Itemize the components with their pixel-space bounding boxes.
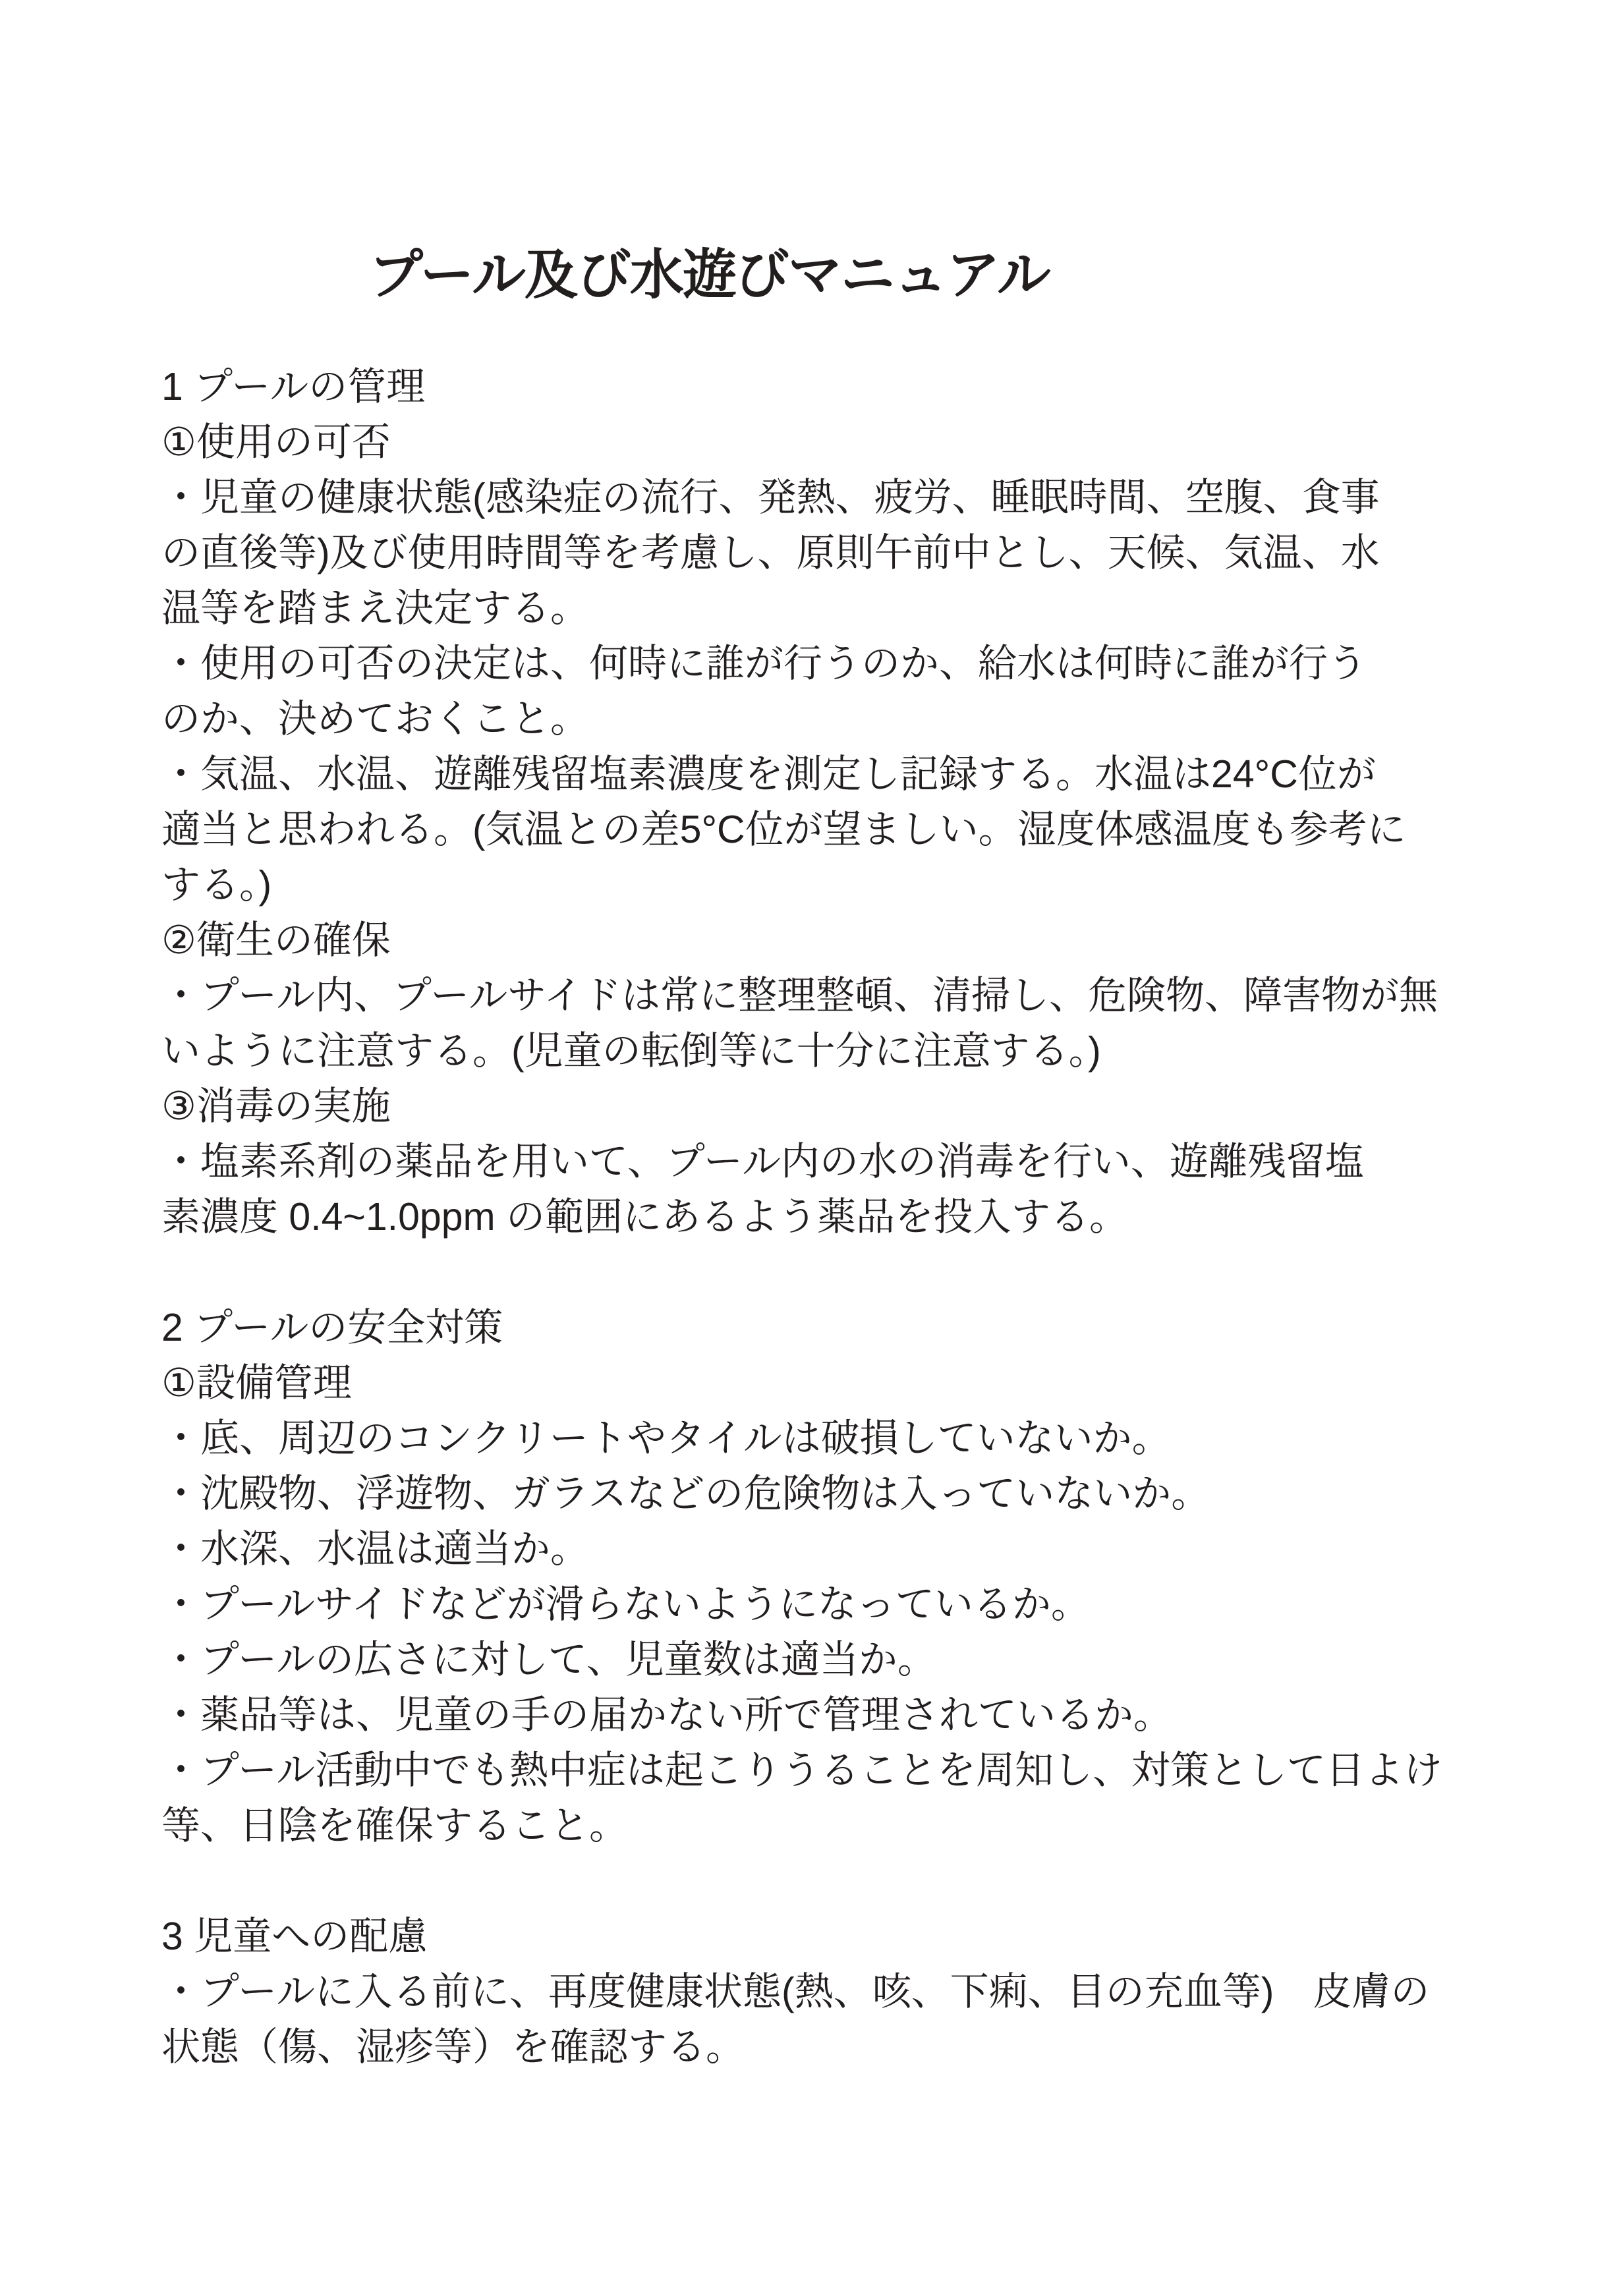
text-line: いように注意する。(児童の転倒等に十分に注意する。) bbox=[161, 1029, 1101, 1073]
text-line: 1 プールの管理 bbox=[161, 365, 426, 408]
text-line: 3 児童への配慮 bbox=[161, 1915, 428, 1958]
text-line: ・プールに入る前に、再度健康状態(熱、咳、下痢、目の充血等) 皮膚の bbox=[161, 1970, 1430, 2013]
text-line: 状態（傷、湿疹等）を確認する。 bbox=[161, 2025, 745, 2069]
text-line: ・薬品等は、児童の手の届かない所で管理されているか。 bbox=[161, 1693, 1173, 1737]
text-line: ・プール活動中でも熱中症は起こりうることを周知し、対策として日よけ bbox=[161, 1749, 1443, 1792]
text-line: ・底、周辺のコンクリートやタイルは破損していないか。 bbox=[161, 1416, 1171, 1460]
text-line: 素濃度 0.4~1.0ppm の範囲にあるよう薬品を投入する。 bbox=[161, 1195, 1129, 1239]
text-line: ③消毒の実施 bbox=[161, 1084, 391, 1128]
text-line: 温等を踏まえ決定する。 bbox=[161, 586, 590, 630]
text-line: ①使用の可否 bbox=[161, 420, 391, 464]
document-body bbox=[161, 359, 1479, 2075]
text-line: ・沈殿物、浮遊物、ガラスなどの危険物は入っていないか。 bbox=[161, 1472, 1210, 1515]
text-line: ・プールサイドなどが滑らないようになっているか。 bbox=[161, 1582, 1090, 1626]
document-title: プール及び水遊びマニュアル bbox=[369, 245, 1050, 305]
text-line: する。) bbox=[161, 863, 272, 907]
document-section-pool-safety-measures bbox=[161, 1300, 1479, 1853]
text-line: ・児童の健康状態(感染症の流行、発熱、疲労、睡眠時間、空腹、食事 bbox=[161, 476, 1380, 519]
text-line: ・気温、水温、遊離残留塩素濃度を測定し記録する。水温は24°C位が bbox=[161, 752, 1376, 796]
text-line: ①設備管理 bbox=[161, 1361, 352, 1405]
text-line: ・塩素系剤の薬品を用いて、プール内の水の消毒を行い、遊離残留塩 bbox=[161, 1140, 1364, 1183]
document-section-pool-management bbox=[161, 359, 1479, 1245]
text-line: の直後等)及び使用時間等を考慮し、原則午前中とし、天候、気温、水 bbox=[161, 531, 1380, 574]
text-line: 等、日陰を確保すること。 bbox=[161, 1804, 629, 1847]
text-line: のか、決めておくこと。 bbox=[161, 697, 590, 741]
text-line: ・使用の可否の決定は、何時に誰が行うのか、給水は何時に誰が行う bbox=[161, 642, 1367, 685]
text-line: ②衛生の確保 bbox=[161, 918, 391, 962]
text-line: 2 プールの安全対策 bbox=[161, 1306, 503, 1349]
text-line: ・プール内、プールサイドは常に整理整頓、清掃し、危険物、障害物が無 bbox=[161, 974, 1438, 1017]
text-line: ・水深、水温は適当か。 bbox=[161, 1527, 590, 1571]
text-line: 適当と思われる。(気温との差5°C位が望ましい。湿度体感温度も参考に bbox=[161, 808, 1406, 851]
text-line: ・プールの広さに対して、児童数は適当か。 bbox=[161, 1638, 936, 1681]
document-section-consideration-for-children bbox=[161, 1909, 1479, 2075]
